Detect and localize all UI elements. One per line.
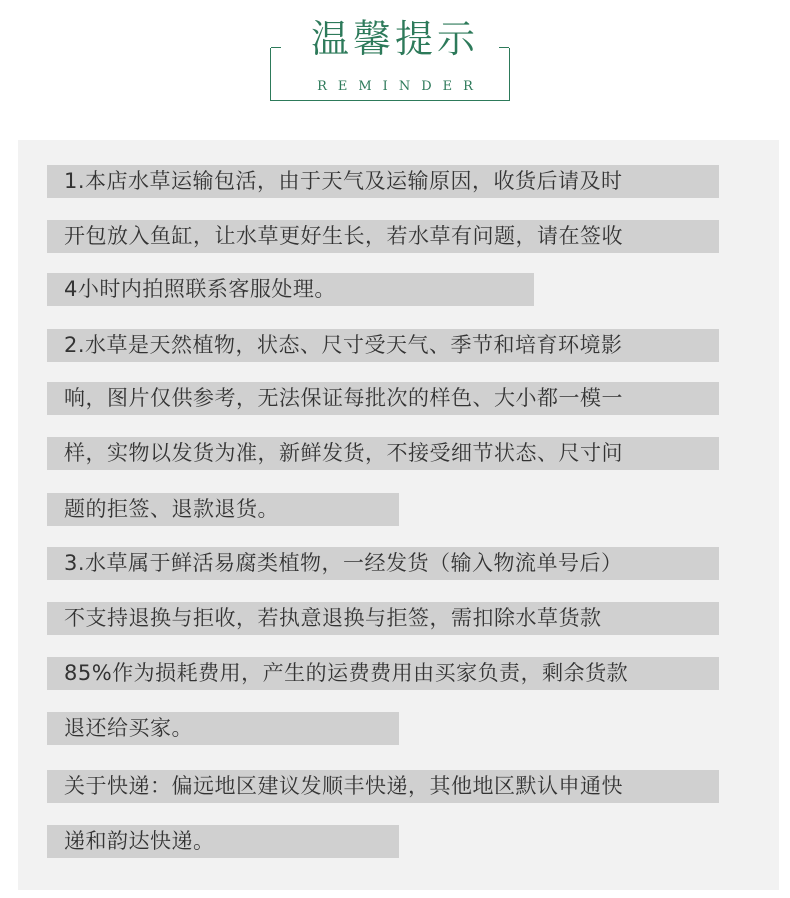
notice-line: 不支持退换与拒收，若执意退换与拒签，需扣除水草货款 [47, 602, 719, 635]
notice-line: 85%作为损耗费用，产生的运费费用由买家负责，剩余货款 [47, 657, 719, 690]
notice-line: 响，图片仅供参考，无法保证每批次的样色、大小都一模一 [47, 382, 719, 415]
notice-line: 1.本店水草运输包活，由于天气及运输原因，收货后请及时 [47, 165, 719, 198]
page-header [0, 0, 790, 130]
notice-line: 样，实物以发货为准，新鲜发货，不接受细节状态、尺寸问 [47, 437, 719, 470]
notice-line: 退还给买家。 [47, 712, 399, 745]
page-title: 温馨提示 [310, 17, 479, 61]
notice-line: 3.水草属于鲜活易腐类植物，一经发货（输入物流单号后） [47, 547, 719, 580]
notice-line: 2.水草是天然植物，状态、尺寸受天气、季节和培育环境影 [47, 329, 719, 362]
notice-line: 开包放入鱼缸，让水草更好生长，若水草有问题，请在签收 [47, 220, 719, 253]
notice-line: 4小时内拍照联系客服处理。 [47, 273, 534, 306]
notice-line: 关于快递：偏远地区建议发顺丰快递，其他地区默认申通快 [47, 770, 719, 803]
notice-panel [18, 140, 779, 890]
page-subtitle: REMINDER [317, 79, 484, 94]
notice-line: 题的拒签、退款退货。 [47, 493, 399, 526]
notice-line: 递和韵达快递。 [47, 825, 399, 858]
